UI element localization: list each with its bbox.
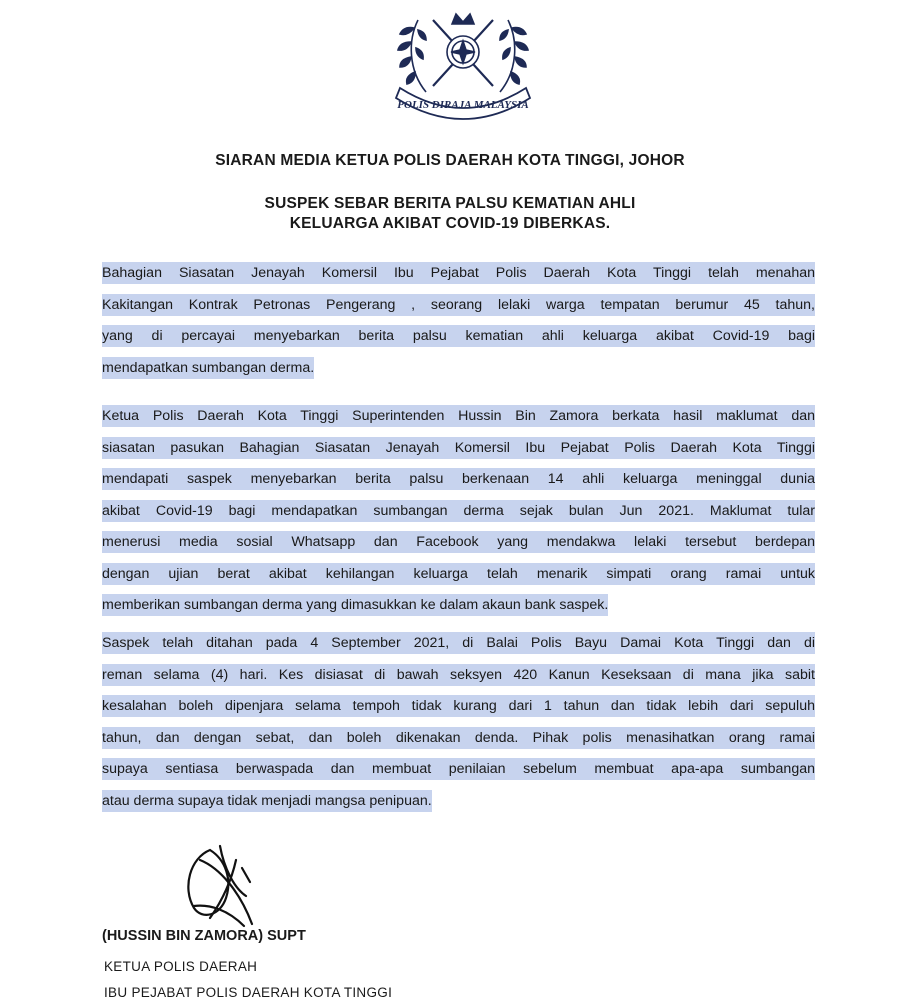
- paragraph-1-line: Bahagian Siasatan Jenayah Komersil Ibu Pejabat Polis Daerah Kota Tinggi telah menahan: [102, 262, 815, 284]
- paragraph-3: [102, 628, 815, 817]
- paragraph-1-line: yang di percayai menyebarkan berita palsu kematian ahli keluarga akibat Covid-19 bagi: [102, 325, 815, 347]
- press-release-subject: [0, 194, 900, 234]
- paragraph-2-line: siasatan pasukan Bahagian Siasatan Jenayah Komersil Ibu Pejabat Polis Daerah Kota Tinggi: [102, 437, 815, 459]
- paragraph-2-line: memberikan sumbangan derma yang dimasukkan ke dalam akaun bank saspek.: [102, 594, 608, 616]
- paragraph-2-line: akibat Covid-19 bagi mendapatkan sumbangan derma sejak bulan Jun 2021. Maklumat tular: [102, 500, 815, 522]
- subject-line-1: SUSPEK SEBAR BERITA PALSU KEMATIAN AHLI: [264, 195, 636, 212]
- handwritten-signature: [180, 838, 300, 938]
- paragraph-2-line: mendapati saspek menyebarkan berita palsu berkenaan 14 ahli keluarga meninggal dunia: [102, 468, 815, 490]
- paragraph-2-line: dengan ujian berat akibat kehilangan keluarga telah menarik simpati orang ramai untuk: [102, 563, 815, 585]
- paragraph-2: [102, 401, 815, 622]
- paragraph-2-line: Ketua Polis Daerah Kota Tinggi Superintenden Hussin Bin Zamora berkata hasil maklumat dan: [102, 405, 815, 427]
- signatory-name: (HUSSIN BIN ZAMORA) SUPT: [102, 928, 306, 944]
- polis-diraja-malaysia-crest-logo: [378, 0, 548, 132]
- paragraph-1: [102, 258, 815, 384]
- paragraph-1-line: mendapatkan sumbangan derma.: [102, 357, 314, 379]
- paragraph-3-line: reman selama (4) hari. Kes disiasat di bawah seksyen 420 Kanun Keseksaan di mana jika sabit: [102, 664, 815, 686]
- crest-ribbon-text: POLIS DIRAJA MALAYSIA: [397, 99, 529, 111]
- paragraph-3-line: kesalahan boleh dipenjara selama tempoh tidak kurang dari 1 tahun dan tidak lebih dari sepuluh: [102, 695, 815, 717]
- paragraph-3-line: atau derma supaya tidak menjadi mangsa penipuan.: [102, 790, 432, 812]
- paragraph-3-line: Saspek telah ditahan pada 4 September 2021, di Balai Polis Bayu Damai Kota Tinggi dan di: [102, 632, 815, 654]
- signatory-position: KETUA POLIS DAERAH: [104, 959, 258, 974]
- signatory-office: IBU PEJABAT POLIS DAERAH KOTA TINGGI: [104, 985, 393, 1000]
- paragraph-3-line: supaya sentiasa berwaspada dan membuat penilaian sebelum membuat apa-apa sumbangan: [102, 758, 815, 780]
- press-release-title: SIARAN MEDIA KETUA POLIS DAERAH KOTA TINGGI, JOHOR: [215, 152, 685, 169]
- subject-line-2: KELUARGA AKIBAT COVID-19 DIBERKAS.: [289, 215, 611, 232]
- paragraph-3-line: tahun, dan dengan sebat, dan boleh dikenakan denda. Pihak polis menasihatkan orang ramai: [102, 727, 815, 749]
- paragraph-2-line: menerusi media sosial Whatsapp dan Facebook yang mendakwa lelaki tersebut berdepan: [102, 531, 815, 553]
- paragraph-1-line: Kakitangan Kontrak Petronas Pengerang , seorang lelaki warga tempatan berumur 45 tahun,: [102, 294, 815, 316]
